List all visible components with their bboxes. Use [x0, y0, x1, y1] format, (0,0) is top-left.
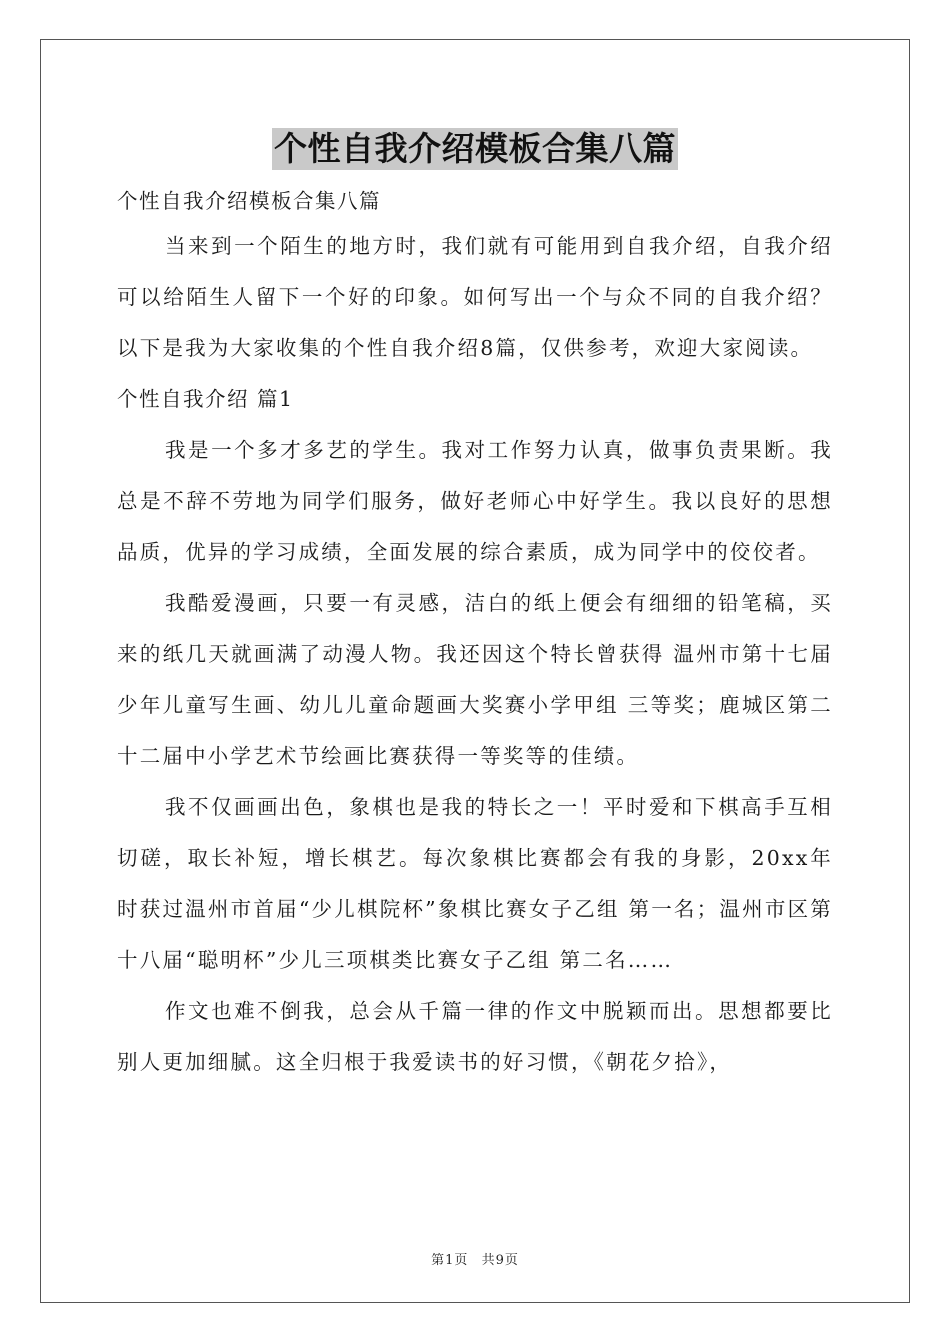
document-subtitle: 个性自我介绍模板合集八篇	[117, 189, 381, 213]
body-paragraph: 我是一个多才多艺的学生。我对工作努力认真，做事负责果断。我总是不辞不劳地为同学们服务，做好老师心中好学生。我以良好的思想品质，优异的学习成绩，全面发展的综合素质，成为同学中的佼佼者。	[117, 438, 833, 564]
body-paragraph: 我酷爱漫画，只要一有灵感，洁白的纸上便会有细细的铅笔稿，买来的纸几天就画满了动漫人物。我还因这个特长曾获得 温州市第十七届少年儿童写生画、幼儿儿童命题画大奖赛小学甲组 三等奖；鹿城区第二十二届中小学艺术节绘画比赛获得一等奖等的佳绩。	[117, 591, 833, 768]
page-total: 共9页	[481, 1253, 519, 1268]
section-heading: 个性自我介绍 篇1	[117, 387, 294, 411]
body-paragraph: 作文也难不倒我，总会从千篇一律的作文中脱颖而出。思想都要比别人更加细腻。这全归根于我爱读书的好习惯，《朝花夕拾》，	[117, 999, 833, 1074]
body-paragraph: 我不仅画画出色，象棋也是我的特长之一！平时爱和下棋高手互相切磋，取长补短，增长棋艺。每次象棋比赛都会有我的身影，20xx年时获过温州市首届“少儿棋院杯”象棋比赛女子乙组 第一名；温州市区第十八届“聪明杯”少儿三项棋类比赛女子乙组 第二名……	[117, 795, 833, 972]
document-body	[117, 120, 833, 1088]
intro-paragraph: 当来到一个陌生的地方时，我们就有可能用到自我介绍，自我介绍可以给陌生人留下一个好的印象。如何写出一个与众不同的自我介绍？以下是我为大家收集的个性自我介绍8篇，仅供参考，欢迎大家阅读。	[117, 234, 833, 360]
document-title: 个性自我介绍模板合集八篇	[274, 129, 676, 168]
page-footer	[0, 1249, 950, 1268]
page-number: 第1页	[431, 1253, 469, 1268]
